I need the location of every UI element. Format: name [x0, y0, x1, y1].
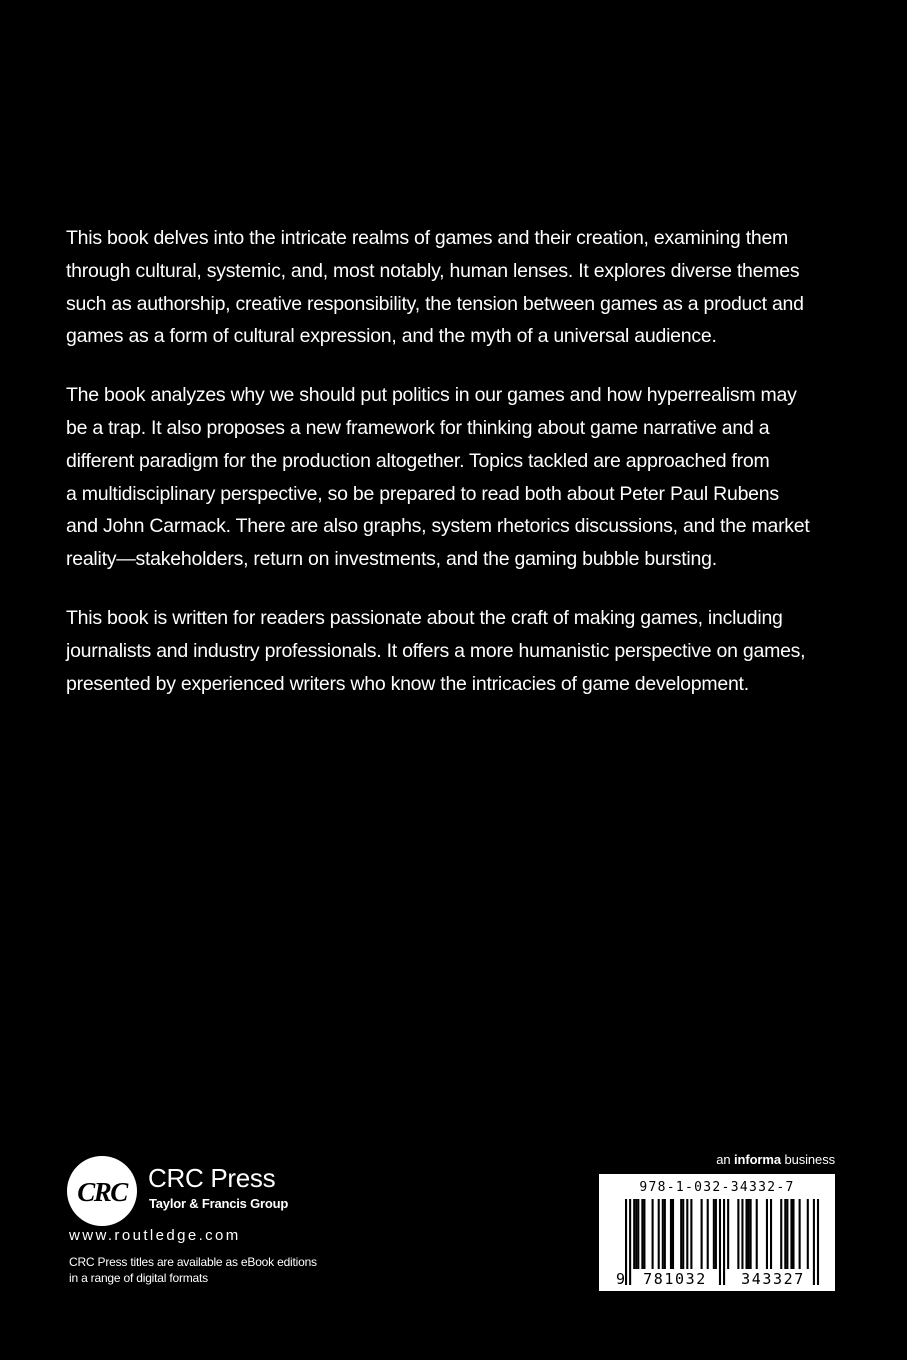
publisher-group: Taylor & Francis Group: [149, 1196, 289, 1211]
barcode-bar: [641, 1199, 643, 1269]
barcode-guard-bar: [723, 1199, 725, 1285]
barcode-bar: [633, 1199, 635, 1269]
blurb-line: a multidisciplinary perspective, so be prepared to read both about Peter Paul Rubens: [66, 482, 779, 505]
barcode-bar: [664, 1199, 666, 1269]
barcode-digits-left: 781032: [643, 1270, 707, 1287]
barcode-bar: [750, 1199, 752, 1269]
crc-logo-text: CRC: [77, 1177, 127, 1207]
publisher-block: [66, 1152, 366, 1302]
ebook-note-line: in a range of digital formats: [69, 1271, 208, 1285]
barcode-bar: [686, 1199, 688, 1269]
barcode-guard-bar: [625, 1199, 627, 1285]
crc-logo-icon: [66, 1155, 138, 1227]
back-cover-blurb: [66, 222, 856, 726]
blurb-paragraph-1: [66, 222, 856, 353]
blurb-line: games as a form of cultural expression, and the myth of a universal audience.: [66, 325, 717, 348]
barcode-bar: [737, 1199, 739, 1269]
barcode-bar: [658, 1199, 660, 1269]
barcode-bar: [786, 1199, 788, 1269]
barcode-bar: [770, 1199, 772, 1269]
barcode-bar: [635, 1199, 637, 1269]
barcode-bar: [690, 1199, 692, 1269]
isbn-barcode: [599, 1174, 835, 1291]
blurb-paragraph-2: [66, 379, 856, 576]
informa-suffix: business: [780, 1152, 835, 1167]
barcode-bar: [792, 1199, 794, 1269]
blurb-line: reality—stakeholders, return on investments, and the gaming bubble bursting.: [66, 548, 717, 571]
barcode-bar: [807, 1199, 809, 1269]
barcode-bar: [670, 1199, 672, 1269]
barcode-bar: [790, 1199, 792, 1269]
blurb-line: journalists and industry professionals. It offers a more humanistic perspective on games,: [66, 639, 806, 662]
barcode-bar: [701, 1199, 703, 1269]
informa-brand: informa: [733, 1152, 781, 1167]
barcode-bar: [799, 1199, 801, 1269]
informa-prefix: an: [716, 1152, 734, 1167]
barcode-guard-bar: [719, 1199, 721, 1285]
blurb-line: such as authorship, creative responsibility, the tension between games as a product and: [66, 292, 804, 315]
barcode-bar: [662, 1199, 664, 1269]
barcode-bar: [784, 1199, 786, 1269]
barcode-digits-right: 343327: [741, 1270, 805, 1287]
barcode-bar: [637, 1199, 639, 1269]
barcode-bar: [713, 1199, 715, 1269]
blurb-line: through cultural, systemic, and, most notably, human lenses. It explores diverse themes: [66, 259, 800, 282]
publisher-url[interactable]: www.routledge.com: [69, 1227, 241, 1244]
barcode-bar: [745, 1199, 747, 1269]
informa-tagline: [716, 1152, 835, 1168]
barcode-bar: [682, 1199, 684, 1269]
barcode-digit-first: 9: [616, 1270, 626, 1287]
barcode-bar: [707, 1199, 709, 1269]
barcode-bar: [780, 1199, 782, 1269]
barcode-bar: [652, 1199, 654, 1269]
barcode-bar: [715, 1199, 717, 1269]
barcode-guard-bar: [629, 1199, 631, 1285]
ebook-note: [69, 1254, 317, 1286]
blurb-line: The book analyzes why we should put politics in our games and how hyperrealism may: [66, 384, 797, 407]
barcode-guard-bar: [817, 1199, 819, 1285]
barcode-bar: [643, 1199, 645, 1269]
publisher-name: CRC Press: [148, 1163, 276, 1193]
blurb-line: This book is written for readers passionate about the craft of making games, including: [66, 606, 783, 629]
barcode-bars: [613, 1199, 823, 1287]
barcode-guard-bar: [813, 1199, 815, 1285]
barcode-bar: [672, 1199, 674, 1269]
barcode-bar: [680, 1199, 682, 1269]
barcode-bar: [756, 1199, 758, 1269]
blurb-line: different paradigm for the production altogether. Topics tackled are approached from: [66, 449, 770, 472]
barcode-bar: [748, 1199, 750, 1269]
ebook-note-line: CRC Press titles are available as eBook editions: [69, 1255, 317, 1269]
barcode-bar: [766, 1199, 768, 1269]
blurb-line: and John Carmack. There are also graphs, system rhetorics discussions, and the market: [66, 515, 810, 538]
blurb-line: This book delves into the intricate realms of games and their creation, examining them: [66, 227, 789, 249]
blurb-paragraph-3: [66, 602, 856, 700]
barcode-bar: [727, 1199, 729, 1269]
blurb-line: presented by experienced writers who know the intricacies of game development.: [66, 672, 749, 695]
barcode-bar: [741, 1199, 743, 1269]
blurb-line: be a trap. It also proposes a new framework for thinking about game narrative and a: [66, 416, 770, 439]
isbn-label: 978-1-032-34332-7: [639, 1180, 795, 1195]
